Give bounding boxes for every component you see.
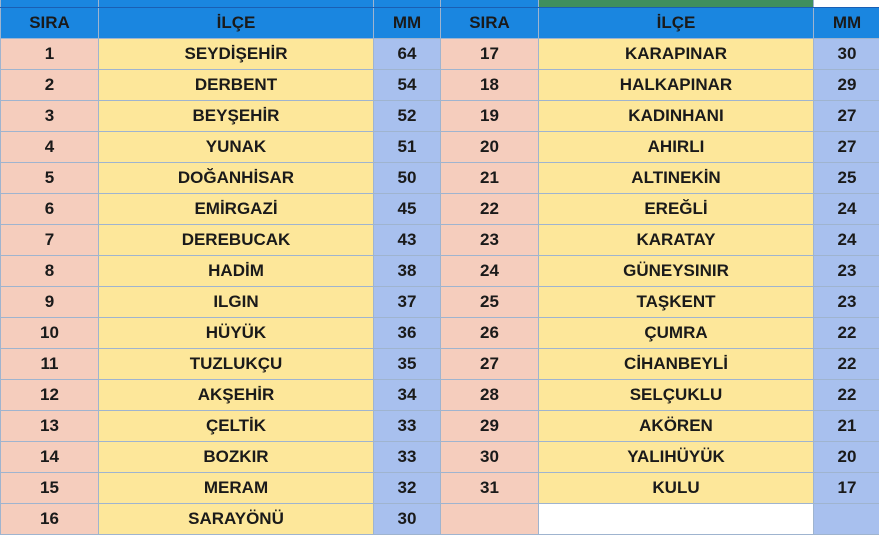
cell-ilce: BEYŞEHİR [99,101,374,132]
cell-sira: 2 [1,70,99,101]
cell-mm: 30 [374,504,441,535]
cell-ilce: HADİM [99,256,374,287]
cell-ilce: TAŞKENT [539,287,814,318]
cell-sira: 25 [441,287,539,318]
table-row [1,411,879,442]
cell-sira: 31 [441,473,539,504]
cell-ilce: ÇELTİK [99,411,374,442]
table-row [1,132,879,163]
cell-ilce: DEREBUCAK [99,225,374,256]
table-row [1,225,879,256]
cell-sira: 26 [441,318,539,349]
clipped-cell-2 [99,0,374,8]
cell-sira: 11 [1,349,99,380]
cell-sira: 7 [1,225,99,256]
cell-ilce: DERBENT [99,70,374,101]
cell-sira: 6 [1,194,99,225]
cell-mm: 27 [814,101,879,132]
table-row [1,442,879,473]
table-row [1,70,879,101]
cell-mm: 35 [374,349,441,380]
cell-ilce: EREĞLİ [539,194,814,225]
cell-mm: 37 [374,287,441,318]
cell-ilce: YALIHÜYÜK [539,442,814,473]
cell-sira: 13 [1,411,99,442]
cell-sira: 9 [1,287,99,318]
cell-mm: 29 [814,70,879,101]
cell-mm: 64 [374,39,441,70]
cell-sira: 20 [441,132,539,163]
cell-sira: 24 [441,256,539,287]
cell-sira-empty [441,504,539,535]
cell-ilce: ILGIN [99,287,374,318]
cell-mm: 27 [814,132,879,163]
table-row [1,194,879,225]
table-row [1,318,879,349]
table-row [1,349,879,380]
cell-ilce: EMİRGAZİ [99,194,374,225]
header-mm-left: MM [374,8,441,39]
cell-mm: 51 [374,132,441,163]
cell-mm: 52 [374,101,441,132]
cell-mm: 43 [374,225,441,256]
cell-mm: 20 [814,442,879,473]
cell-sira: 15 [1,473,99,504]
cell-sira: 17 [441,39,539,70]
header-sira-right: SIRA [441,8,539,39]
table-row [1,287,879,318]
cell-ilce: BOZKIR [99,442,374,473]
cell-ilce: KADINHANI [539,101,814,132]
cell-mm: 33 [374,411,441,442]
cell-mm: 22 [814,349,879,380]
cell-mm: 34 [374,380,441,411]
cell-ilce-empty [539,504,814,535]
clipped-cell-4 [441,0,539,8]
cell-mm: 38 [374,256,441,287]
cell-ilce: AKÖREN [539,411,814,442]
cell-sira: 28 [441,380,539,411]
cell-ilce: SELÇUKLU [539,380,814,411]
cell-mm: 17 [814,473,879,504]
cell-sira: 3 [1,101,99,132]
clipped-cell-6 [814,0,879,8]
cell-sira: 22 [441,194,539,225]
cell-mm: 22 [814,318,879,349]
cell-mm: 32 [374,473,441,504]
cell-ilce: KARAPINAR [539,39,814,70]
table-row [1,101,879,132]
header-ilce-left: İLÇE [99,8,374,39]
cell-mm: 21 [814,411,879,442]
clipped-cell-5 [539,0,814,8]
cell-mm: 23 [814,287,879,318]
cell-sira: 18 [441,70,539,101]
cell-mm: 24 [814,225,879,256]
cell-ilce: SEYDİŞEHİR [99,39,374,70]
cell-sira: 10 [1,318,99,349]
cell-mm: 24 [814,194,879,225]
clipped-top-row [1,0,879,8]
cell-ilce: SARAYÖNÜ [99,504,374,535]
cell-mm: 33 [374,442,441,473]
cell-mm: 23 [814,256,879,287]
cell-sira: 14 [1,442,99,473]
table-row [1,256,879,287]
cell-ilce: ÇUMRA [539,318,814,349]
cell-ilce: KARATAY [539,225,814,256]
cell-ilce: HALKAPINAR [539,70,814,101]
header-sira-left: SIRA [1,8,99,39]
table-row [1,473,879,504]
cell-ilce: HÜYÜK [99,318,374,349]
header-mm-right: MM [814,8,879,39]
cell-sira: 27 [441,349,539,380]
cell-sira: 21 [441,163,539,194]
cell-ilce: AHIRLI [539,132,814,163]
table-header-row [1,8,879,39]
cell-sira: 8 [1,256,99,287]
cell-sira: 5 [1,163,99,194]
table-row [1,163,879,194]
table-row [1,380,879,411]
cell-ilce: MERAM [99,473,374,504]
cell-mm: 22 [814,380,879,411]
cell-ilce: YUNAK [99,132,374,163]
cell-sira: 4 [1,132,99,163]
table-row-last [1,504,879,535]
cell-ilce: GÜNEYSINIR [539,256,814,287]
table-row [1,39,879,70]
cell-ilce: DOĞANHİSAR [99,163,374,194]
cell-mm: 25 [814,163,879,194]
header-ilce-right: İLÇE [539,8,814,39]
cell-sira: 1 [1,39,99,70]
cell-mm: 36 [374,318,441,349]
cell-mm-empty [814,504,879,535]
cell-mm: 30 [814,39,879,70]
cell-sira: 19 [441,101,539,132]
clipped-cell-3 [374,0,441,8]
cell-ilce: CİHANBEYLİ [539,349,814,380]
cell-ilce: TUZLUKÇU [99,349,374,380]
cell-ilce: KULU [539,473,814,504]
cell-mm: 54 [374,70,441,101]
clipped-cell-1 [1,0,99,8]
cell-mm: 45 [374,194,441,225]
cell-sira: 30 [441,442,539,473]
cell-ilce: AKŞEHİR [99,380,374,411]
cell-ilce: ALTINEKİN [539,163,814,194]
cell-sira: 12 [1,380,99,411]
cell-mm: 50 [374,163,441,194]
cell-sira: 29 [441,411,539,442]
cell-sira: 23 [441,225,539,256]
cell-sira: 16 [1,504,99,535]
